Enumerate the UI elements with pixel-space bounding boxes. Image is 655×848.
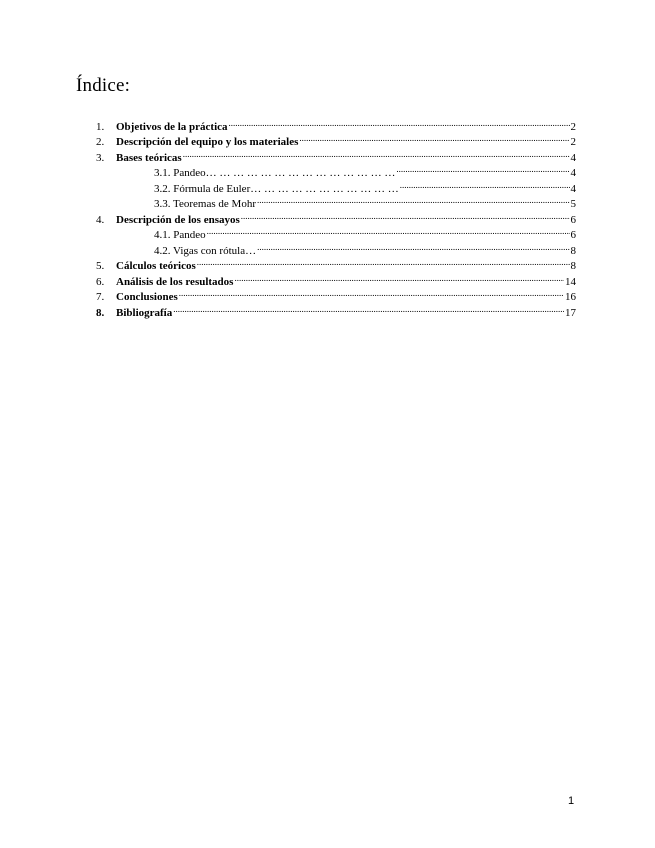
toc-entry-title: 4.1. Pandeo [154,229,206,241]
toc-entry-page: 17 [565,306,576,319]
toc-entry-title: Bibliografía [116,306,173,319]
toc-entry-number: 4. [96,213,105,226]
page-number: 1 [568,795,575,807]
toc-entry-page: 6 [570,213,576,226]
toc-entry-number: 6. [96,275,105,288]
dot-leader [173,300,564,316]
toc-entry-title: 4.2. Vigas con rótula… [154,244,257,257]
toc-entry-page: 2 [570,120,576,133]
toc-entry-page: 14 [565,275,576,288]
toc-entry-title: Análisis de los resultados [116,275,234,288]
dot-leader [396,161,569,177]
toc-entry-number: 3. [96,151,105,164]
dot-leader [207,223,570,239]
toc-entry-page: 16 [565,291,576,303]
toc-entry-objetivos[interactable] [96,114,576,133]
dot-leader [241,207,570,223]
dot-leader [229,114,570,130]
toc-entry-page: 4 [570,151,576,164]
toc-entry-title: Bases teóricas [116,151,182,164]
toc-entry-title: Descripción del equipo y los materiales [116,136,299,148]
toc-entry-title: Conclusiones [116,291,178,303]
dot-leader [257,192,570,208]
toc-entry-page: 8 [570,260,576,272]
dot-leader [234,269,564,285]
toc-entry-title: Objetivos de la práctica [116,120,228,133]
toc-entry-number: 2. [96,136,105,148]
toc-entry-number: 8. [96,306,105,319]
dot-leader [183,145,570,161]
page-title: Índice: [76,75,131,96]
toc-entry-number: 1. [96,120,105,133]
toc-entry-page: 4 [570,167,576,179]
toc-entry-number: 5. [96,260,105,272]
toc-entry-title: Descripción de los ensayos [116,213,240,226]
dot-leader [400,176,570,192]
dot-leader [179,285,564,301]
toc-entry-page: 4 [570,182,576,195]
dot-leader [197,254,570,270]
table-of-contents [96,114,576,319]
dot-leader [299,130,569,146]
dot-leader [257,238,569,254]
toc-entry-title: 3.3. Teoremas de Mohr [154,198,256,210]
toc-entry-page: 5 [570,198,576,210]
toc-entry-page: 6 [570,229,576,241]
toc-entry-number: 7. [96,291,105,303]
toc-entry-title: 3.2. Fórmula de Euler… … … … … … … … … … … [154,182,399,195]
toc-entry-page: 2 [570,136,576,148]
toc-entry-title: 3.1. Pandeo… … … … … … … … … … … … … … [154,167,396,179]
toc-entry-page: 8 [570,244,576,257]
toc-entry-title: Cálculos teóricos [116,260,196,272]
